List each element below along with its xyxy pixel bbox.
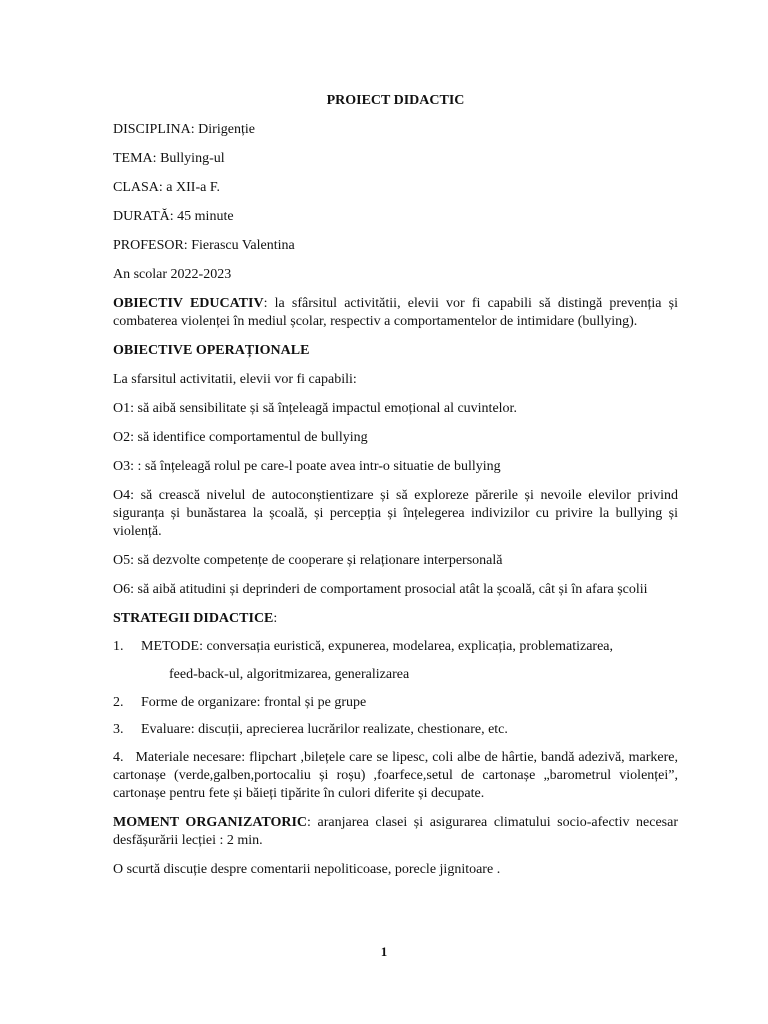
page-number: 1 bbox=[380, 944, 388, 959]
obiectiv-educativ-label: OBIECTIV EDUCATIV bbox=[113, 296, 264, 311]
obiectiv-o1: O1: să aibă sensibilitate și să înțeleagă impactul emoțional al cuvintelor. bbox=[113, 401, 517, 416]
meta-profesor: PROFESOR: Fierascu Valentina bbox=[113, 238, 295, 253]
closing-paragraph: O scurtă discuție despre comentarii nepoliticoase, porecle jignitoare . bbox=[113, 862, 501, 877]
obiectiv-o3: O3: : să înțeleagă rolul pe care-l poate avea intr-o situatie de bullying bbox=[113, 459, 501, 474]
meta-tema: TEMA: Bullying-ul bbox=[113, 151, 225, 166]
moment-organizatoric: MOMENT ORGANIZATORIC: aranjarea clasei și asigurarea climatului socio-afectiv necesar desfășurării lecției : 2 min. bbox=[113, 815, 678, 848]
meta-durata: DURATĂ: 45 minute bbox=[113, 209, 234, 224]
obiectiv-o4: O4: să crească nivelul de autoconștientizare și să exploreze părerile și nevoile elevilor privind siguranța și bunăstarea la școală, și percepția și înțelegerea indivizilor cu privire la bullying și violență. bbox=[113, 488, 678, 539]
strategie-item-3: 3. Evaluare: discuții, aprecierea lucrărilor realizate, chestionare, etc. bbox=[113, 722, 508, 737]
obiectiv-educativ: OBIECTIV EDUCATIV: la sfârsitul activitătii, elevii vor fi capabili să distingă prevenția și combaterea violenței în mediul școlar, respectiv a comportamentelor de intimidare (bullying). bbox=[113, 296, 678, 329]
document-body bbox=[113, 92, 678, 890]
moment-organizatoric-label: MOMENT ORGANIZATORIC bbox=[113, 815, 308, 830]
strategie-item-4: 4. Materiale necesare: flipchart ,bilețele care se lipesc, coli albe de hârtie, bandă adezivă, markere, cartonașe (verde,galben,portocaliu și roșu) ,foarfece,setul de cartonașe „barometrul violenței”, cartonașe pentru fete și băieți tipărite în culori diferite și decupate. bbox=[113, 750, 679, 801]
strategie-item-1: 1. METODE: conversația euristică, expunerea, modelarea, explicația, problematizarea, bbox=[113, 639, 614, 654]
strategie-item-1-continuation: feed-back-ul, algoritmizarea, generalizarea bbox=[169, 667, 410, 682]
strategie-item-2: 2. Forme de organizare: frontal și pe grupe bbox=[113, 695, 367, 710]
meta-disciplina: DISCIPLINA: Dirigenție bbox=[113, 122, 255, 137]
obiectiv-o2: O2: să identifice comportamentul de bullying bbox=[113, 430, 368, 445]
obiective-operationale-heading: OBIECTIVE OPERAȚIONALE bbox=[113, 343, 310, 358]
meta-an-scolar: An scolar 2022-2023 bbox=[113, 267, 232, 282]
obiective-intro: La sfarsitul activitatii, elevii vor fi capabili: bbox=[113, 372, 357, 387]
obiectiv-o6: O6: să aibă atitudini și deprinderi de comportament prosocial atât la școală, cât și în afara școlii bbox=[113, 582, 648, 597]
obiectiv-o5: O5: să dezvolte competențe de cooperare și relaționare interpersonală bbox=[113, 553, 503, 568]
strategii-heading: STRATEGII DIDACTICE: bbox=[113, 611, 278, 626]
document-title: PROIECT DIDACTIC bbox=[326, 93, 465, 108]
meta-clasa: CLASA: a XII-a F. bbox=[113, 180, 220, 195]
